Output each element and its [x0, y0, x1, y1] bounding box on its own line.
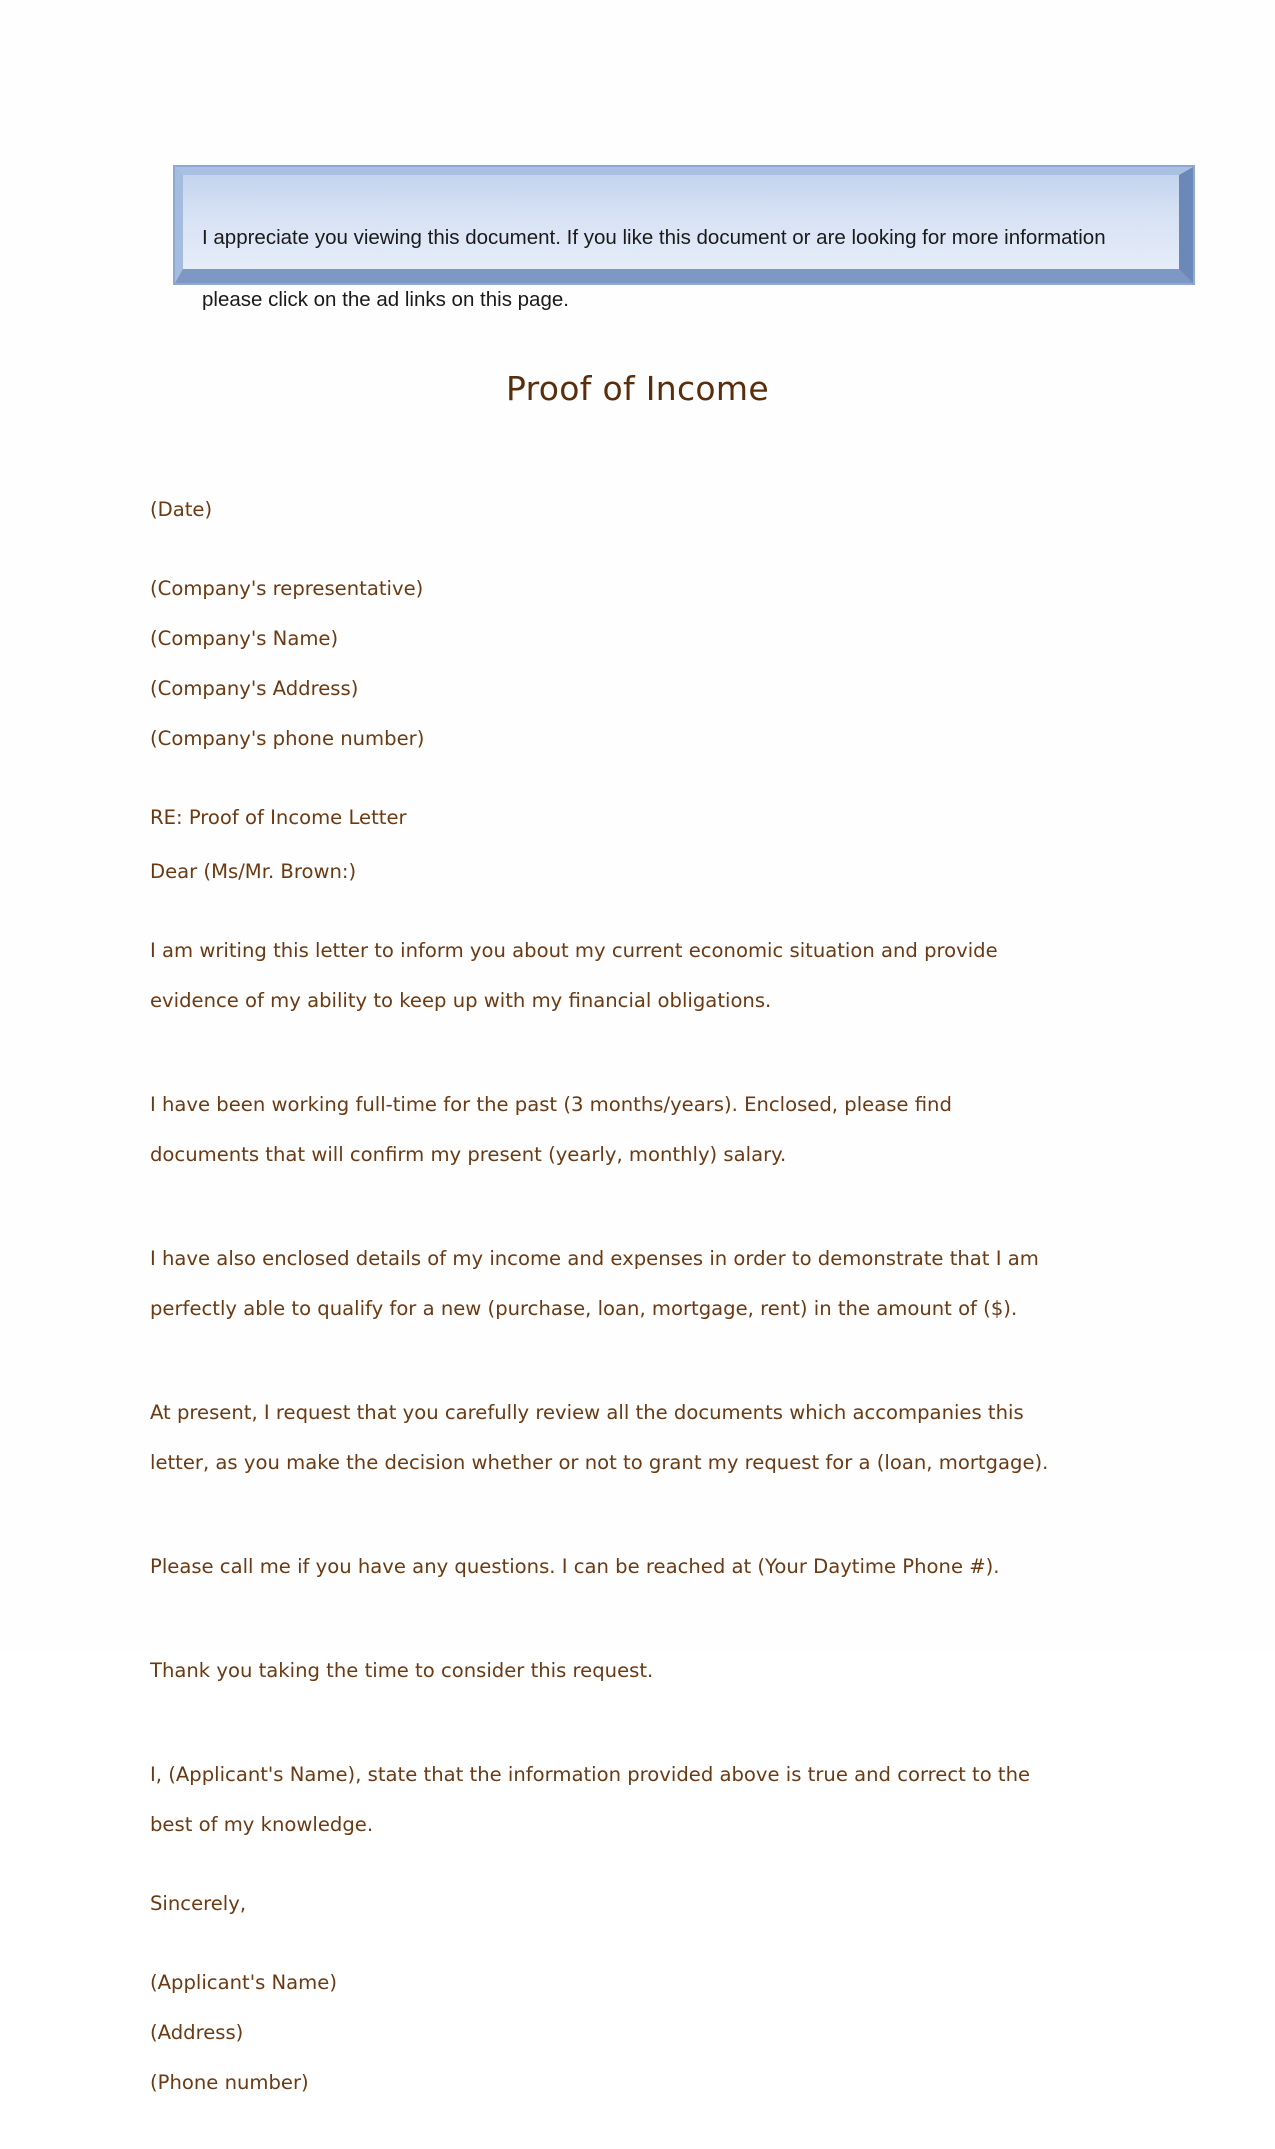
paragraph-line: I have also enclosed details of my income and expenses in order to demonstrate that I am [150, 1247, 1039, 1270]
paragraph-line: best of my knowledge. [150, 1813, 374, 1836]
paragraph-line: documents that will confirm my present (yearly, monthly) salary. [150, 1143, 787, 1166]
subject-line: RE: Proof of Income Letter [150, 806, 407, 829]
recipient-block [150, 551, 1150, 776]
letter-date: (Date) [150, 498, 213, 521]
body-paragraph [150, 1633, 1150, 1708]
paragraph-line: Please call me if you have any questions. I can be reached at (Your Daytime Phone #). [150, 1555, 1000, 1578]
recipient-line: (Company's Address) [150, 677, 359, 700]
signature-line: (Phone number) [150, 2071, 309, 2094]
paragraph-line: I am writing this letter to inform you about my current economic situation and provide [150, 939, 998, 962]
recipient-line: (Company's representative) [150, 577, 424, 600]
salutation: Dear (Ms/Mr. Brown:) [150, 860, 357, 883]
closing: Sincerely, [150, 1892, 247, 1915]
paragraph-line: evidence of my ability to keep up with my financial obligations. [150, 989, 772, 1012]
notice-text [202, 191, 1167, 346]
notice-line: I appreciate you viewing this document. If you like this document or are looking for more information [202, 226, 1106, 249]
notice-line: please click on the ad links on this page. [202, 288, 569, 311]
recipient-line: (Company's Name) [150, 627, 339, 650]
signature-line: (Address) [150, 2021, 244, 2044]
paragraph-line: At present, I request that you carefully review all the documents which accompanies this [150, 1401, 1024, 1424]
signature-line: (Applicant's Name) [150, 1971, 337, 1994]
body-paragraph [150, 913, 1150, 1038]
recipient-line: (Company's phone number) [150, 727, 425, 750]
notice-box [175, 167, 1193, 311]
paragraph-line: I, (Applicant's Name), state that the information provided above is true and correct to the [150, 1763, 1031, 1786]
paragraph-line: Thank you taking the time to consider this request. [150, 1659, 654, 1682]
body-paragraph [150, 1737, 1150, 1862]
body-paragraph [150, 1221, 1150, 1346]
paragraph-line: I have been working full-time for the past (3 months/years). Enclosed, please find [150, 1093, 952, 1116]
paragraph-line: perfectly able to qualify for a new (purchase, loan, mortgage, rent) in the amount of ($). [150, 1297, 1018, 1320]
body-paragraph [150, 1067, 1150, 1192]
body-paragraph [150, 1529, 1150, 1604]
signature-block [150, 1945, 1150, 2120]
letter-body [150, 497, 1150, 2149]
body-paragraph [150, 1375, 1150, 1500]
paragraph-line: letter, as you make the decision whether or not to grant my request for a (loan, mortgage). [150, 1451, 1049, 1474]
page-title: Proof of Income [506, 369, 769, 408]
